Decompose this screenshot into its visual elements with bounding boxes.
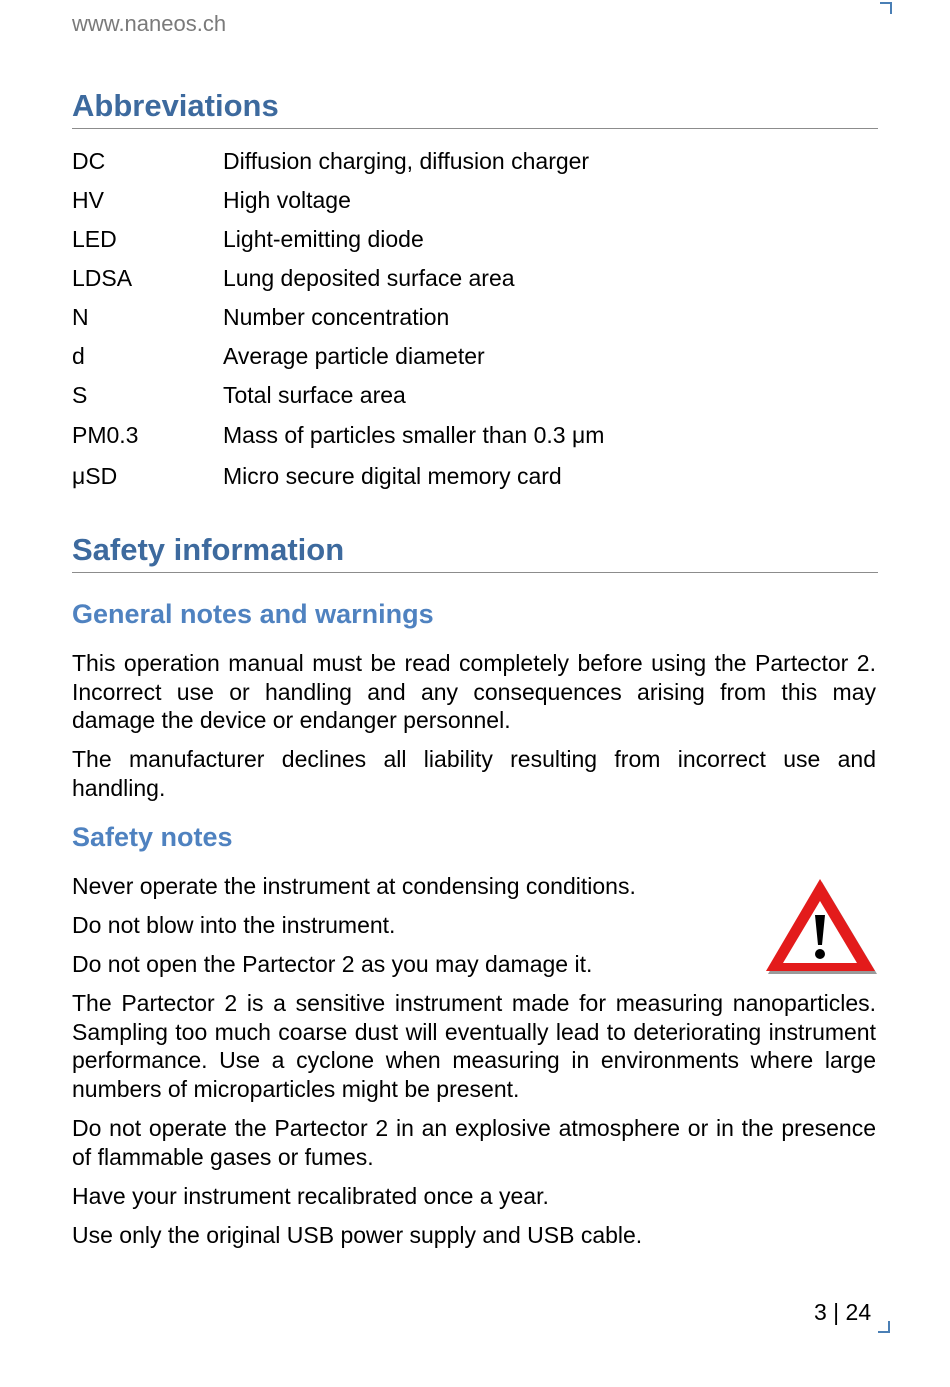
abbreviation-row xyxy=(72,259,878,298)
safety-information-heading: Safety information xyxy=(72,532,878,573)
abbreviation-definition: Mass of particles smaller than 0.3 μm xyxy=(223,422,605,448)
abbreviation-definition: Lung deposited surface area xyxy=(223,265,515,291)
safety-note: Have your instrument recalibrated once a year. xyxy=(72,1183,549,1209)
abbreviation-term: S xyxy=(72,382,88,408)
safety-note: Never operate the instrument at condensing conditions. xyxy=(72,873,636,899)
abbreviation-definition: Number concentration xyxy=(223,304,450,330)
safety-note: Do not operate the Partector 2 in an explosive atmosphere or in the presence of flammable gases or fumes. xyxy=(72,1115,876,1170)
abbreviation-row xyxy=(72,456,878,497)
website-url: www.naneos.ch xyxy=(72,11,227,36)
abbreviation-term: μSD xyxy=(72,463,118,489)
abbreviations-table xyxy=(72,142,878,497)
safety-note: Do not blow into the instrument. xyxy=(72,912,396,938)
general-notes-paragraph-2: The manufacturer declines all liability resulting from incorrect use and handling. xyxy=(72,746,876,801)
abbreviation-definition: Diffusion charging, diffusion charger xyxy=(223,148,590,174)
abbreviation-term: HV xyxy=(72,187,104,213)
abbreviation-row xyxy=(72,220,878,259)
abbreviation-definition: Light-emitting diode xyxy=(223,226,424,252)
abbreviation-row xyxy=(72,181,878,220)
abbreviation-term: DC xyxy=(72,148,106,174)
abbreviation-row xyxy=(72,337,878,376)
safety-note: Use only the original USB power supply and USB cable. xyxy=(72,1222,643,1248)
abbreviation-definition: High voltage xyxy=(223,187,351,213)
abbreviation-definition: Micro secure digital memory card xyxy=(223,463,562,489)
abbreviation-row xyxy=(72,142,878,181)
safety-notes-heading: Safety notes xyxy=(72,822,233,852)
warning-triangle-icon xyxy=(764,877,877,975)
safety-note: Do not open the Partector 2 as you may damage it. xyxy=(72,951,593,977)
abbreviation-term: LDSA xyxy=(72,265,133,291)
abbreviation-term: d xyxy=(72,343,85,369)
abbreviations-heading: Abbreviations xyxy=(72,88,878,129)
general-notes-paragraph-1: This operation manual must be read completely before using the Partector 2. Incorrect use or handling and any consequences arising from this may damage the device or endanger personnel. xyxy=(72,650,876,733)
corner-mark-top xyxy=(880,2,892,14)
abbreviation-term: PM0.3 xyxy=(72,422,139,448)
abbreviation-definition: Total surface area xyxy=(223,382,406,408)
general-notes-heading: General notes and warnings xyxy=(72,599,434,629)
safety-note: The Partector 2 is a sensitive instrument made for measuring nanoparticles. Sampling too much coarse dust will eventually lead to deteriorating instrument performance. Use a cyclone when measuring in environments where large numbers of microparticles might be present. xyxy=(72,990,876,1102)
corner-mark-bottom xyxy=(878,1321,890,1333)
page-number: 3 | 24 xyxy=(814,1299,872,1325)
abbreviation-row xyxy=(72,376,878,415)
abbreviation-row xyxy=(72,415,878,456)
abbreviation-definition: Average particle diameter xyxy=(223,343,485,369)
abbreviation-term: LED xyxy=(72,226,117,252)
abbreviation-row xyxy=(72,298,878,337)
abbreviation-term: N xyxy=(72,304,89,330)
